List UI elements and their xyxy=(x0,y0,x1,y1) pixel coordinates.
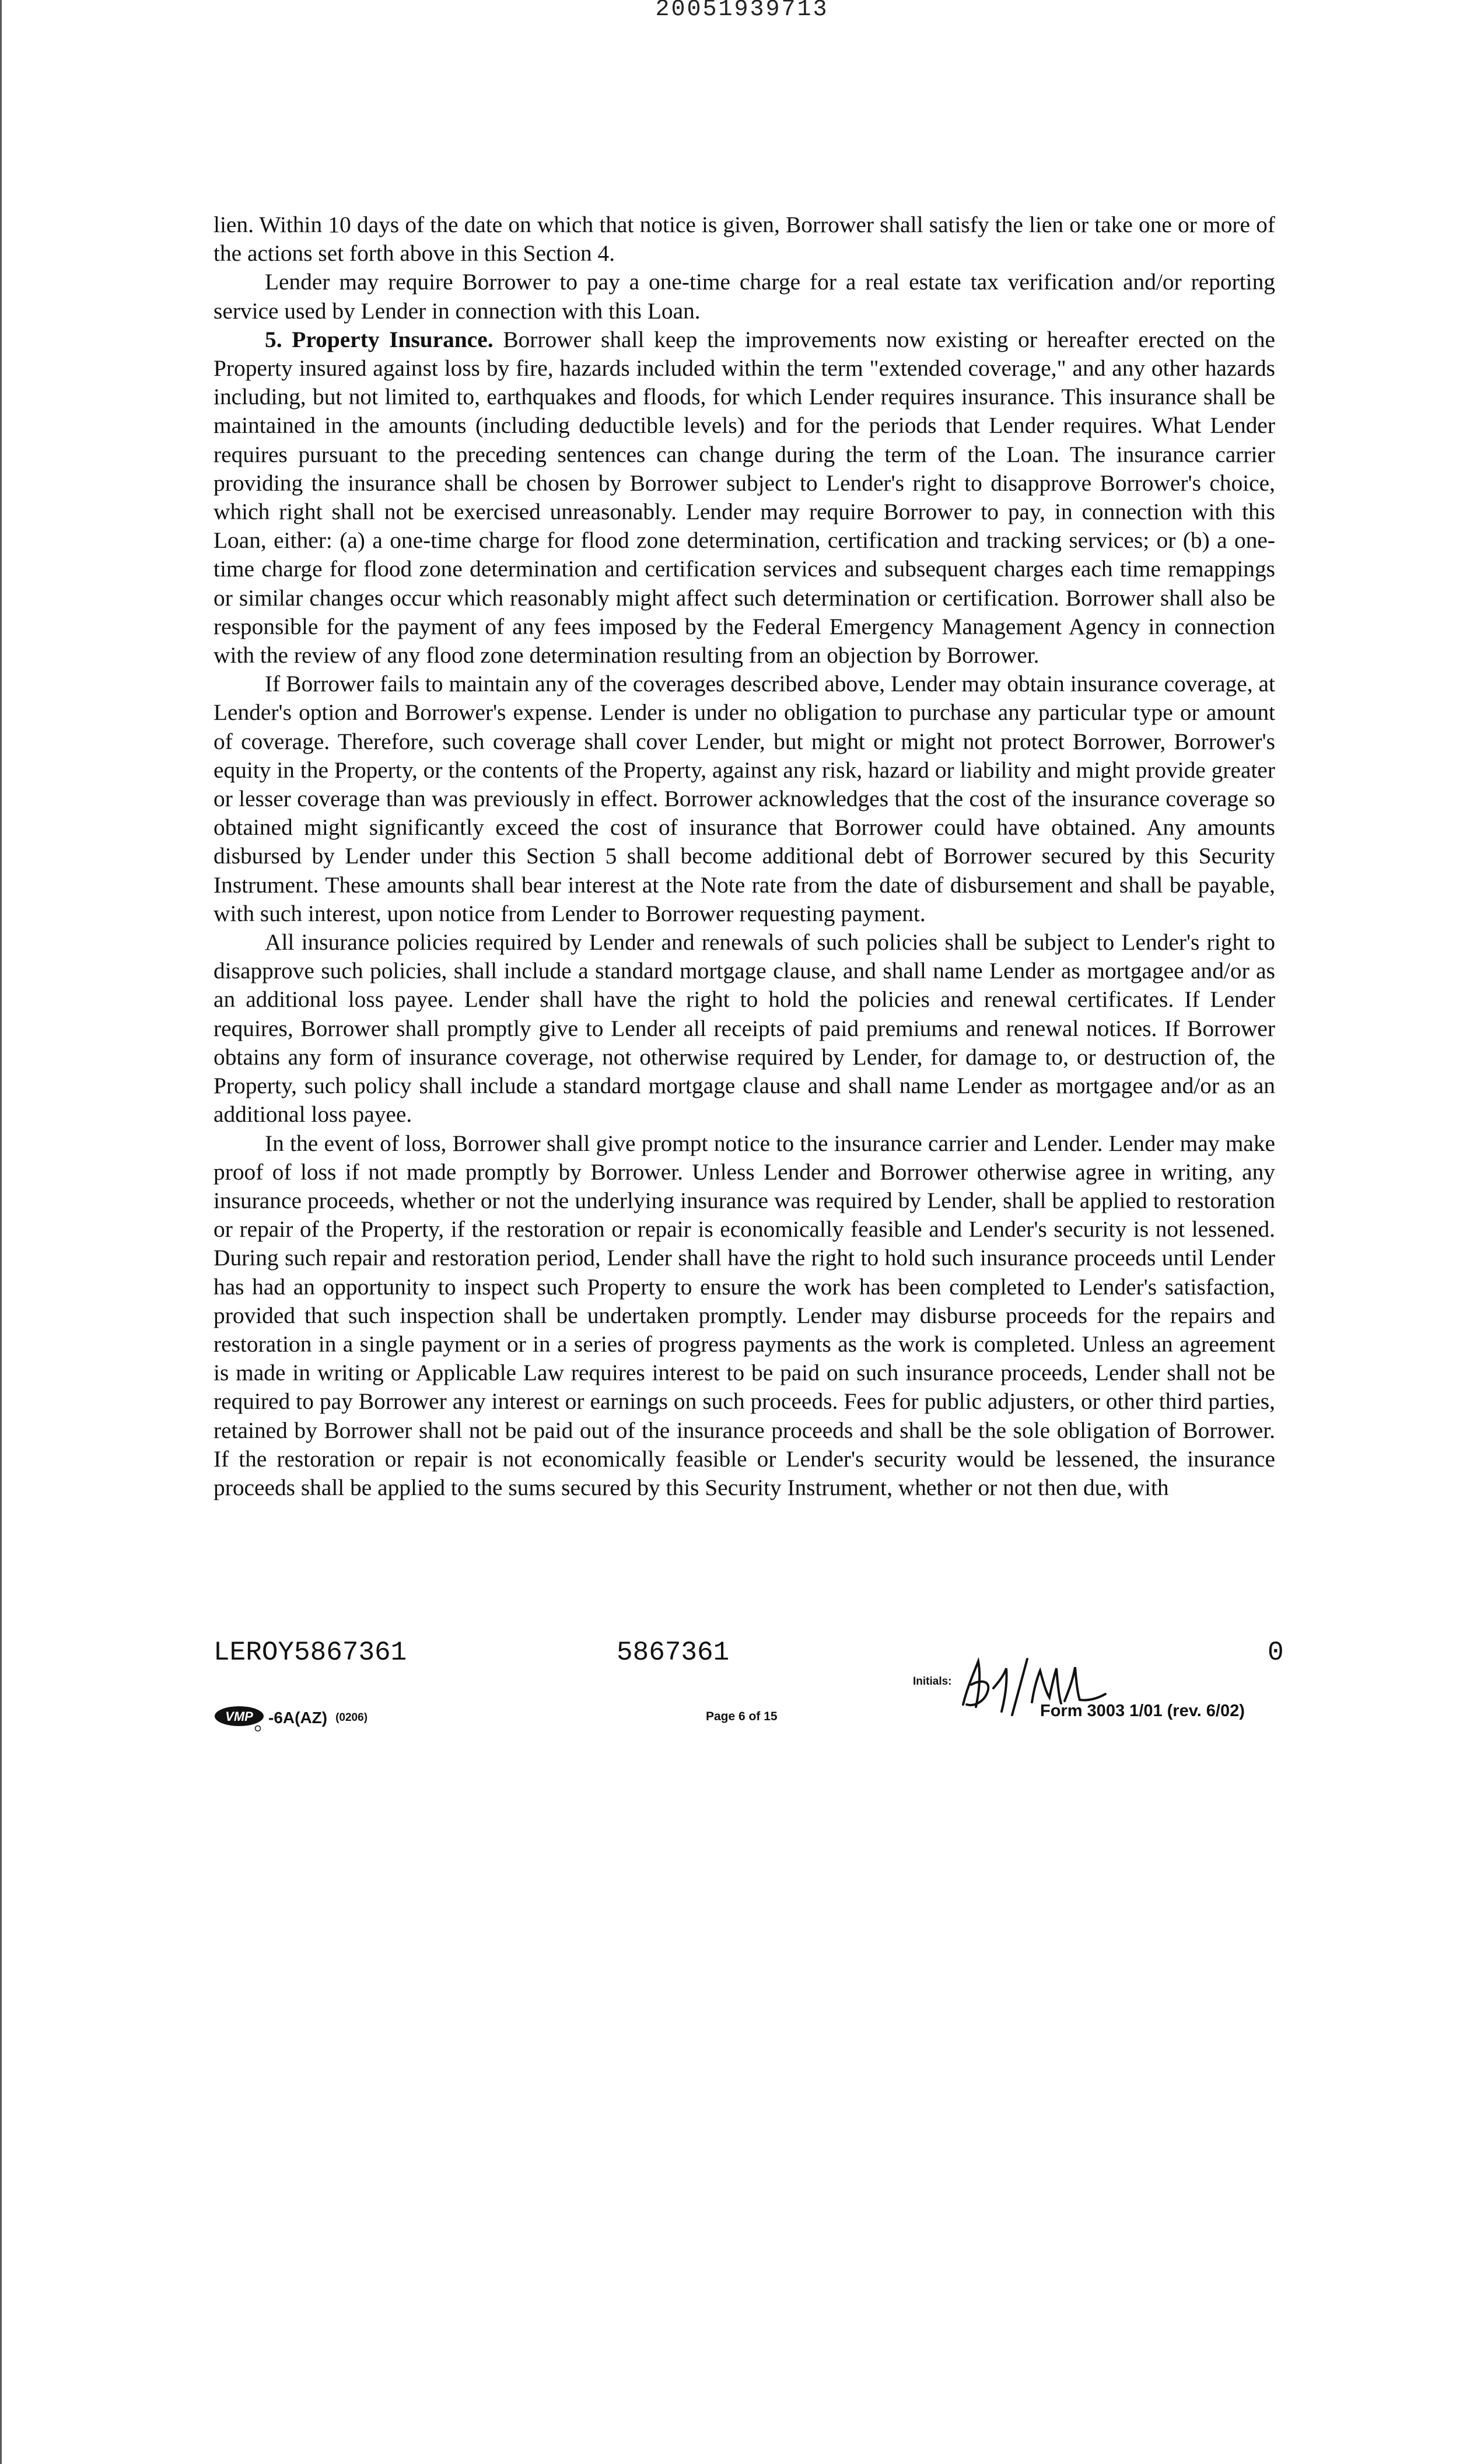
paragraph-tax-verification: Lender may require Borrower to pay a one-time charge for a real estate tax verification and/or reporting service used by Lender in connection with this Loan. xyxy=(214,269,1275,324)
initials-label: Initials: xyxy=(913,1675,952,1688)
logo-text: VMP xyxy=(225,1709,253,1724)
form-identifier xyxy=(214,1704,368,1732)
paragraph-section-5-text: Borrower shall keep the improvements now existing or hereafter erected on the Property insured against loss by fire, hazards included within the term "extended coverage," and any other hazards including, but not limited to, earthquakes and floods, for which Lender requires insurance. This insurance shall be maintained in the amounts (including deductible levels) and for the periods that Lender requires. What Lender requires pursuant to the preceding sentences can change during the term of the Loan. The insurance carrier providing the insurance shall be chosen by Borrower subject to Lender's right to disapprove Borrower's choice, which right shall not be exercised unreasonably. Lender may require Borrower to pay, in connection with this Loan, either: (a) a one-time charge for flood zone determination, certification and tracking services; or (b) a one-time charge for flood zone determination and certification services and subsequent charges each time remappings or similar changes occur which reasonably might affect such determination or certification. Borrower shall also be responsible for the payment of any fees imposed by the Federal Emergency Management Agency in connection with the review of any flood zone determination resulting from an objection by Borrower. xyxy=(214,326,1275,668)
form-date-code: (0206) xyxy=(335,1712,368,1724)
loan-reference-center: 5867361 xyxy=(617,1637,730,1668)
loan-reference-left: LEROY5867361 xyxy=(214,1637,407,1668)
paragraph-policy-requirements: All insurance policies required by Lender and renewals of such policies shall be subject to Lender's right to disapprove such policies, shall include a standard mortgage clause, and shall name Lender as mortgagee and/or as an additional loss payee. Lender shall have the right to hold the policies and renewal certificates. If Lender requires, Borrower shall promptly give to Lender all receipts of paid premiums and renewal notices. If Borrower obtains any form of insurance coverage, not otherwise required by Lender, for damage to, or destruction of, the Property, such policy shall include a standard mortgage clause and shall name Lender as mortgagee and/or as an additional loss payee. xyxy=(214,929,1275,1128)
vmp-logo-icon xyxy=(214,1704,267,1732)
page-number: Page 6 of 15 xyxy=(706,1710,778,1723)
document-number: 20051939713 xyxy=(655,0,829,23)
paragraph-lien: lien. Within 10 days of the date on which that notice is given, Borrower shall satisfy the lien or take one or more of the actions set forth above in this Section 4. xyxy=(214,212,1275,267)
document-body xyxy=(214,211,1275,1502)
paragraph-event-of-loss: In the event of loss, Borrower shall give prompt notice to the insurance carrier and Lender. Lender may make proof of loss if not made promptly by Borrower. Unless Lender and Borrower otherwise agree in writing, any insurance proceeds, whether or not the underlying insurance was required by Lender, shall be applied to restoration or repair of the Property, if the restoration or repair is economically feasible and Lender's security is not lessened. During such repair and restoration period, Lender shall have the right to hold such insurance proceeds until Lender has had an opportunity to inspect such Property to ensure the work has been completed to Lender's satisfaction, provided that such inspection shall be undertaken promptly. Lender may disburse proceeds for the repairs and restoration in a single payment or in a series of progress payments as the work is completed. Unless an agreement is made in writing or Applicable Law requires interest to be paid on such insurance proceeds, Lender shall not be required to pay Borrower any interest or earnings on such proceeds. Fees for public adjusters, or other third parties, retained by Borrower shall not be paid out of the insurance proceeds and shall be the sole obligation of Borrower. If the restoration or repair is not economically feasible or Lender's security would be lessened, the insurance proceeds shall be applied to the sums secured by this Security Instrument, whether or not then due, with xyxy=(214,1130,1275,1500)
paragraph-section-5 xyxy=(214,326,1275,670)
loan-reference-right: 0 xyxy=(1268,1637,1284,1668)
paragraph-coverage-failure: If Borrower fails to maintain any of the coverages described above, Lender may obtain insurance coverage, at Lender's option and Borrower's expense. Lender is under no obligation to purchase any particular type or amount of coverage. Therefore, such coverage shall cover Lender, but might or might not protect Borrower, Borrower's equity in the Property, or the contents of the Property, against any risk, hazard or liability and might provide greater or lesser coverage than was previously in effect. Borrower acknowledges that the cost of the insurance coverage so obtained might significantly exceed the cost of insurance that Borrower could have obtained. Any amounts disbursed by Lender under this Section 5 shall become additional debt of Borrower secured by this Security Instrument. These amounts shall bear interest at the Note rate from the date of disbursement and shall be payable, with such interest, upon notice from Lender to Borrower requesting payment. xyxy=(214,671,1275,926)
section-heading-property-insurance: 5. Property Insurance. xyxy=(265,326,494,352)
scan-edge xyxy=(0,0,2,2464)
form-number: Form 3003 1/01 (rev. 6/02) xyxy=(1040,1702,1245,1720)
form-code: -6A(AZ) xyxy=(268,1709,328,1727)
